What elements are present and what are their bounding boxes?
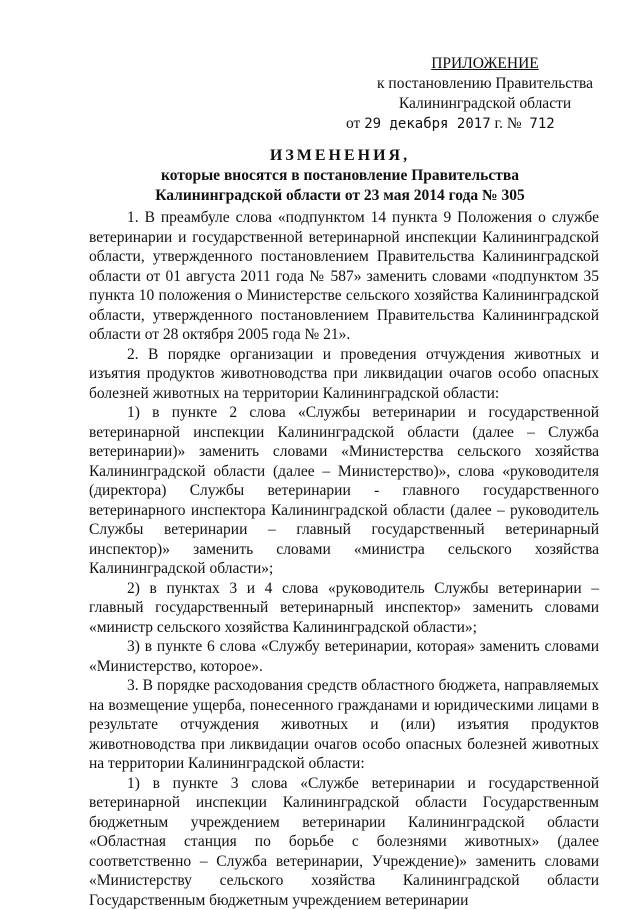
number-label: №	[507, 115, 522, 132]
heading-title: ИЗМЕНЕНИЯ,	[80, 146, 600, 166]
year-suffix: г.	[495, 115, 503, 132]
paragraph: 3) в пункте 6 слова «Службу ветеринарии, которая» заменить словами «Министерство, которое».	[89, 637, 599, 676]
paragraph: 2. В порядке организации и проведения отчуждения животных и изъятия продуктов животноводства при ликвидации очагов особо опасных болезней животных на территории Калининградской области:	[89, 345, 599, 404]
document-date: 29 декабря 2017	[364, 116, 490, 132]
appendix-date-line	[346, 114, 630, 134]
paragraph: 1. В преамбуле слова «подпунктом 14 пункта 9 Положения о службе ветеринарии и государственной ветеринарной инспекции Калининградской области, утвержденного постановлением Правительства Калининградской области от 01 августа 2011 года № 587» заменить словами «подпунктом 35 пункта 10 положения о Министерстве сельского хозяйства Калининградской области, утвержденного постановлением Правительства Калининградской области от 28 октября 2005 года № 21».	[89, 208, 599, 345]
appendix-line-2: Калининградской области	[340, 94, 630, 114]
date-prefix: от	[346, 115, 360, 132]
appendix-line-1: к постановлению Правительства	[340, 74, 630, 94]
appendix-title: ПРИЛОЖЕНИЕ	[340, 54, 630, 74]
paragraph: 2) в пунктах 3 и 4 слова «руководитель Службы ветеринарии – главный государственный ветеринарный инспектор» заменить словами «министр сельского хозяйства Калининградской области»;	[89, 579, 599, 638]
paragraph: 1) в пункте 3 слова «Службе ветеринарии и государственной ветеринарной инспекции Калининградской области Государственным бюджетным учреждением ветеринарии Калининградской области «Областная станция по борьбе с болезнями животных» (далее соответственно – Служба ветеринарии, Учреждение)» заменить словами «Министерству сельского хозяйства Калининградской области Государственным бюджетным учреждением ветеринарии	[89, 774, 599, 910]
document-body	[89, 208, 599, 910]
appendix-block	[340, 54, 630, 134]
heading-line-2: Калининградской области от 23 мая 2014 года № 305	[80, 186, 600, 206]
heading-line-1: которые вносятся в постановление Правительства	[80, 166, 600, 186]
paragraph: 3. В порядке расходования средств областного бюджета, направляемых на возмещение ущерба, понесенного гражданами и юридическими лицами в результате отчуждения животных и (или) изъятия продуктов животноводства при ликвидации очагов особо опасных болезней животных на территории Калининградской области:	[89, 676, 599, 774]
paragraph: 1) в пункте 2 слова «Службы ветеринарии и государственной ветеринарной инспекции Калининградской области (далее – Служба ветеринарии)» заменить словами «Министерства сельского хозяйства Калининградской области (далее – Министерство)», слова «руководителя (директора) Службы ветеринарии - главного государственного ветеринарного инспектора Калининградской области (далее – руководитель Службы ветеринарии – главный государственный ветеринарный инспектор)» заменить словами «министра сельского хозяйства Калининградской области»;	[89, 403, 599, 579]
document-number: 712	[529, 116, 554, 132]
document-heading	[80, 146, 600, 206]
